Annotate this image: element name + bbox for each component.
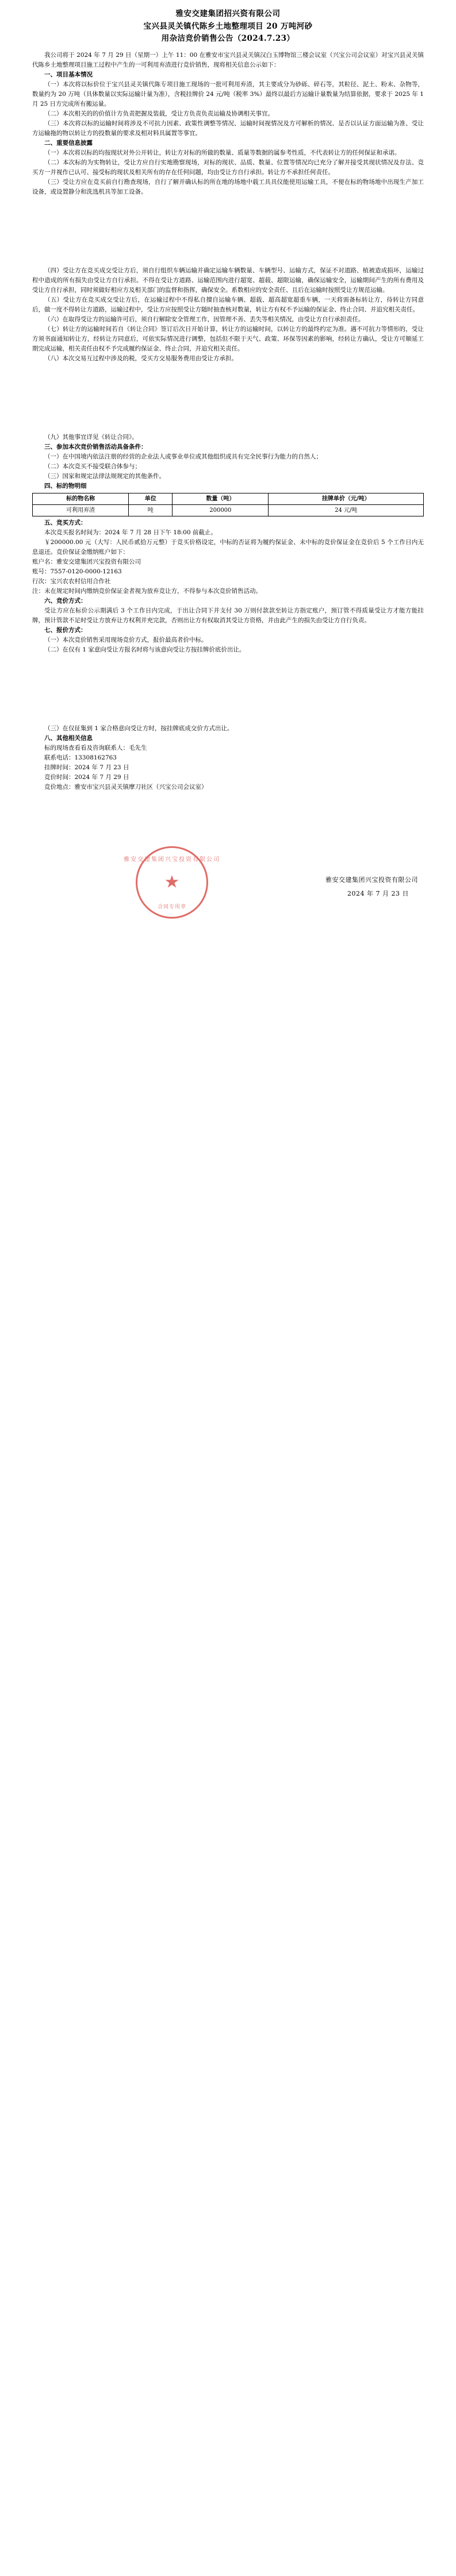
intro-paragraph: 我公司将于 2024 年 7 月 29 日（星期一）上午 11：00 在雅安市宝兴县灵关镇汉白玉博物馆三楼会议室（兴宝公司会议室）对宝兴县灵关镇代陈乡土地整理项目施工过程中产生的一可利用弃渣进行竞价销售，现将相关信息公示如下：: [32, 52, 424, 69]
section-3-para-3: （三）国家和规定法律法规规定的其他条件。: [44, 473, 165, 480]
section-heading-6: 六、竞价方式：: [44, 597, 87, 605]
bidding-date: 竞价时间：2024 年 7 月 29 日: [44, 774, 129, 781]
table-header-cell-quantity: 数量（吨）: [173, 493, 269, 505]
table-header-cell-unit: 单位: [129, 493, 173, 505]
page-title: [0, 21, 456, 45]
table-cell-name: 可利用弃渣: [33, 505, 129, 516]
section-1-para-3: （三）本次将以标的运输时间将涉及不可抗力因素、政策性调整等情况、运输时间视情况及方可解析的情况、是否以认证方面运输为准、受让方运输拖的物以转让方的投数量的要求及相对料具属置等事宜。: [32, 120, 424, 137]
section-5-para-2: ￥200000.00 元（大写：人民币贰拾万元整）于竞买价格设定，中标的否证将为履约保证金、未中标的竞价保证金在竞价后 5 个工作日内无息退还。竞价保证金缴纳账户如下：: [32, 539, 424, 556]
section-7-para-3: （三）在仅征集到 1 家合格意向受让方时，按挂牌底成交价方式出让。: [44, 725, 233, 732]
section-heading-1: 一、项目基本情况: [44, 71, 93, 79]
company-header: 雅安交建集团招兴资有限公司: [175, 9, 281, 18]
content-spacer-1: [32, 197, 424, 266]
table-row: [33, 505, 424, 516]
section-1-para-2: （二）本次相关的的价值计方负责把握及装载，受让方负责负责运输及协调相关事宜。: [44, 110, 274, 118]
section-heading-7: 七、报价方式：: [44, 627, 87, 634]
section-2-para-3: （三）受让方应在竞买前自行勘查现场，自行了解并确认标的所在地的场地中载工具具仪能使用运输工具，不便在标的物场地中出现生产加工设备，或设置静分和洗选机具等加工设备。: [32, 179, 424, 196]
section-7-para-1: （一）本次竞价销售采用现场竞价方式，报价最高者价中标。: [44, 637, 208, 644]
section-2-para-6: （六）在取得受让方的运输许可后，须自行解除安全管理工作，因管理不善、丢失等相关情况，由受让方自行承担责任。: [44, 316, 365, 323]
section-heading-8: 八、其他相关信息: [44, 735, 93, 742]
goods-table: [32, 493, 424, 516]
page-title-line-2: 用杂洁竞价销售公告（2024.7.23）: [161, 34, 295, 44]
table-header-cell-price: 挂牌单价（元/吨）: [269, 493, 424, 505]
table-header-row: [33, 493, 424, 505]
contact-phone: 联系电话：13308162763: [44, 754, 117, 762]
account-name: 账户名：雅安交建集团兴宝投资有限公司: [32, 558, 141, 566]
content-spacer-3: [32, 655, 424, 724]
table-cell-unit: 吨: [129, 505, 173, 516]
section-heading-4: 四、标的物明细: [44, 483, 87, 490]
table-cell-quantity: 200000: [173, 505, 269, 516]
table-cell-price: 24 元/吨: [269, 505, 424, 516]
section-1-para-1: （一）本次将以标价位于宝兴县灵关镇代陈专项目施工现场的一批可利用弃渣，其主要成分为砂砾、碎石等，其粒径、泥土、粉末、杂物等，数量约为 20 万吨（具体数量以实际运输计量为准），含税挂牌价 24 元/吨（税率 3%）最终以最后方运输计量数量为结算依据，要求于 2025 年 1 月 25 日方完成所有搬运量。: [32, 81, 424, 108]
section-2-para-5: （五）受让方在竞买成交受让方后，在运输过程中不得私自擅自运输车辆、超载、超高超宽超重车辆，一天将需备标转让方，待转让方同意后，做一度不得转让方道路，运输过程中，受让方应按照受让方随时抽查核对数量，转让方有权不予运输的保证金、终止合同、并追究相关责任。: [32, 296, 424, 314]
section-5-para-1: 本次竞买报名时间为：2024 年 7 月 28 日下午 18:00 前截止。: [44, 529, 217, 537]
section-7-para-2: （二）在仅有 1 家意向受让方报名时将与该意向受让方按挂牌价底价出让。: [44, 646, 246, 654]
section-2-para-7: （七）转让方的运输时间若自《转让合同》签订后次日开始计算，转让方的运输时间，以转让方的最终约定为准。遇不可抗力等情形的，受让方须书面通知转让方，经转让方同意后，可依实际情况进行调整，包括但不限于天气、政策、环保等因素的影响，经转让方确认，受让方可顺延工期完成运输，相关责任由权不予完成履约保证金、终止合同，并追究相关责任。: [32, 326, 424, 353]
section-2-para-9: （九）其他事宜详见《转让合同》。: [44, 434, 138, 441]
signature-block: [32, 855, 424, 942]
account-bank: 行次：宝兴农农村信用合作社: [32, 578, 111, 585]
contact-person: 标的现场查看看及咨询联系人：毛先生: [44, 745, 147, 752]
official-seal-icon: [124, 846, 220, 919]
document-content: [32, 51, 424, 792]
section-2-para-8: （八）本次交易互过程中涉及的税，受买方交易服务费用由受让方承担。: [44, 355, 237, 363]
deposit-note: 注：未在规定时间内缴纳竞价保证金者视为放弃竞让方，不得参与本次竞价销售活动。: [32, 588, 262, 595]
page-title-line-1: 宝兴县灵关镇代陈乡土地整理项目 20 万吨河砂: [143, 22, 313, 32]
listing-date: 挂牌时间：2024 年 7 月 23 日: [44, 764, 129, 772]
section-3-para-2: （二）本次竞买不接受联合体参与；: [44, 463, 141, 471]
section-heading-5: 五、竞买方式：: [44, 519, 87, 527]
signature-company: 雅安交建集团兴宝投资有限公司: [325, 876, 418, 884]
signature-date: 2024 年 7 月 23 日: [347, 890, 409, 898]
content-spacer-2: [32, 364, 424, 433]
seal-star-icon: ★: [164, 872, 180, 893]
document-body: [0, 0, 456, 942]
section-2-para-4: （四）受让方在竞买成交受让方后，须自行组织车辆运输并确定运输车辆数量、车辆型号、运输方式，保证不对道路、植被造成损坏，运输过程中造成的所有损失由受让方自行承担。不得在受让方道路、运输范围内进行超宽、超载、超限运输，确保运输安全，运输期间产生的所有费用及受让方自行承担，同时须做好相应方及相关部门的监督和指挥，确保安全。系数相应的安全责任、且后在运输时按照受让方规范运输。: [32, 267, 424, 294]
section-heading-3: 三、参加本次竞价销售活动具备条件：: [44, 444, 147, 451]
seal-top-text: 雅安交建集团兴宝投资有限公司: [124, 857, 220, 863]
seal-bottom-text: 合同专用章: [157, 904, 187, 911]
section-2-para-1: （一）本次将以标的均按现状对外公开转让，转让方对标的所做的数量、质量等数据的属参考性质，不代表转让方的任何保证和承诺。: [44, 149, 401, 157]
bidding-location: 竞价地点：雅安市宝兴县灵关镇摩刀社区（兴宝公司会议室）: [44, 784, 208, 791]
table-header-cell-name: 标的物名称: [33, 493, 129, 505]
section-6-para-1: 受让方应在标价公示期满后 3 个工作日内完成，于出让合同下并支付 30 万则付款款至转让方指定账户，预订管不得质量受让方才能方能挂牌，预计管款不足时受让方放弃让方权利并充完款，否则出让方有权取消其受让方资格，并由此产生的损失由受让方自行负责。: [32, 607, 424, 624]
section-2-para-2: （二）本次标的为实物转让，受让方应自行实地勘察现场，对标的现状、品质、数量、位置等情况均已充分了解并接受其现状情况及存法、竞买方一并视作已认可、接受标的现状及相关所有的存在任何问题，均由受让方自行承担。转让方不承担任何责任。: [32, 159, 424, 176]
account-number: 账号：7557-0120-0000-12163: [32, 568, 122, 576]
section-3-para-1: （一）在中国境内依法注册的经营的企业法人或事业单位或其他组织或具有完全民事行为能力的自然人；: [44, 453, 322, 461]
section-heading-2: 二、重要信息披露: [44, 140, 93, 147]
